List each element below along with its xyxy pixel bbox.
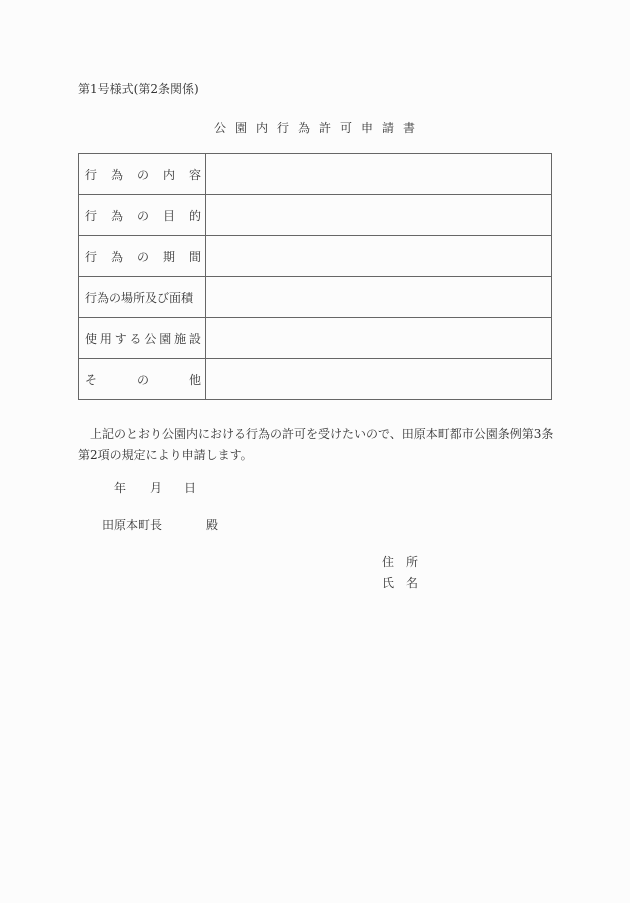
row-value-field[interactable] (206, 359, 552, 400)
label-char: す (114, 331, 127, 346)
label-char: 間 (188, 249, 201, 264)
date-month-label: 月 (150, 481, 163, 495)
table-row (79, 318, 552, 359)
table-row (79, 154, 552, 195)
table-row (79, 359, 552, 400)
label-char: 容 (188, 167, 201, 182)
row-value-field[interactable] (206, 318, 552, 359)
row-label-text (85, 207, 201, 224)
label-char: 為 (110, 167, 123, 182)
honorific: 殿 (206, 518, 219, 532)
label-char: の (136, 372, 149, 387)
application-table (78, 153, 552, 400)
label-char: 公 (144, 331, 157, 346)
addressee: 田原本町長 (102, 518, 163, 532)
row-label (79, 154, 206, 195)
row-label (79, 359, 206, 400)
date-year-label: 年 (114, 481, 127, 495)
label-char: 目 (162, 208, 175, 223)
label-char: 園 (159, 331, 172, 346)
label-char: そ (85, 372, 98, 387)
row-value-field[interactable] (206, 236, 552, 277)
name-label-char-2: 名 (405, 576, 418, 590)
label-char: の (136, 249, 149, 264)
label-char: 為 (110, 249, 123, 264)
application-statement: 上記のとおり公園内における行為の許可を受けたいので、田原本町都市公園条例第3条第2項の規定により申請します。 (78, 427, 554, 462)
address-label-char-1: 住 (382, 555, 395, 569)
row-label-text (85, 330, 201, 347)
label-char: 的 (188, 208, 201, 223)
row-label (79, 236, 206, 277)
label-char: 行 (85, 208, 98, 223)
label-char: の (136, 208, 149, 223)
label-char: 為 (110, 208, 123, 223)
row-label-text (85, 289, 201, 306)
table-row (79, 195, 552, 236)
form-number: 第1号様式(第2条関係) (78, 82, 199, 96)
row-label-text (85, 248, 201, 265)
label-char: の (136, 167, 149, 182)
label-char: る (129, 331, 142, 346)
row-label (79, 277, 206, 318)
address-label (382, 553, 418, 570)
label-char: 行為の場所及び面積 (85, 290, 194, 305)
name-label-char-1: 氏 (382, 576, 395, 590)
row-label-text (85, 371, 201, 388)
table-row (79, 236, 552, 277)
label-char: 内 (162, 167, 175, 182)
label-char: 使 (85, 331, 98, 346)
address-label-char-2: 所 (405, 555, 418, 569)
label-char: 行 (85, 249, 98, 264)
row-value-field[interactable] (206, 277, 552, 318)
label-char: 期 (162, 249, 175, 264)
label-char: 用 (99, 331, 112, 346)
label-char: 行 (85, 167, 98, 182)
name-label (382, 574, 418, 591)
table-row (79, 277, 552, 318)
row-label (79, 195, 206, 236)
row-value-field[interactable] (206, 195, 552, 236)
label-char: 施 (174, 331, 187, 346)
date-day-label: 日 (184, 481, 197, 495)
row-value-field[interactable] (206, 154, 552, 195)
label-char: 他 (188, 372, 201, 387)
label-char: 設 (188, 331, 201, 346)
row-label (79, 318, 206, 359)
row-label-text (85, 166, 201, 183)
document-title: 公園内行為許可申請書 (213, 121, 424, 135)
